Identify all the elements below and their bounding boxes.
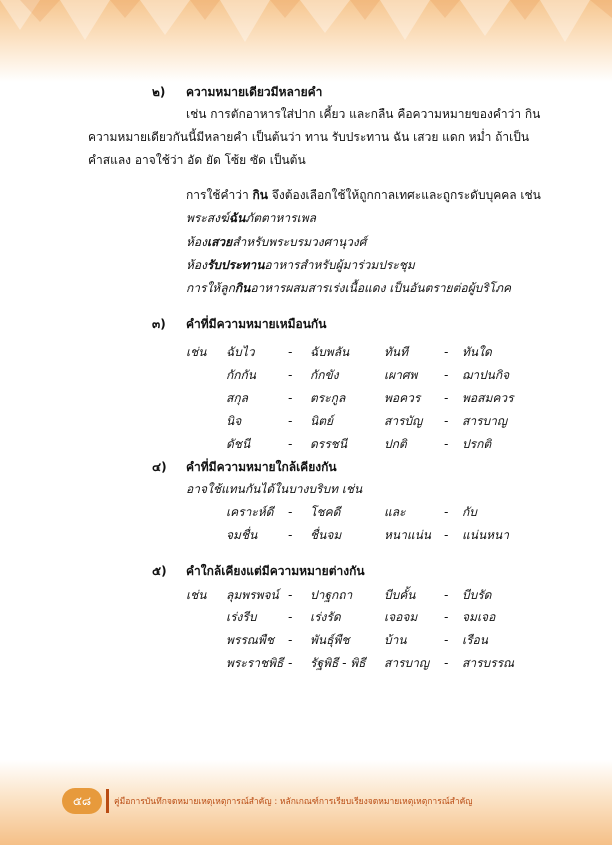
dash-cell: - [444,528,449,542]
word-cell: ชื่นจม [310,528,342,542]
word-cell: และ [384,505,406,519]
lead-word: เช่น [186,588,207,602]
example-sentence [186,257,415,273]
word-cell: สารบรรณ [462,656,515,670]
word-cell: ฌาปนกิจ [462,368,510,382]
word-cell: ทันใด [462,345,492,359]
word-cell: บีบรัด [462,588,492,602]
dash-cell: - [288,391,293,405]
section-heading: คำที่มีความหมายเหมือนกัน [186,317,327,331]
word-cell: ปาฐกถา [310,588,353,602]
dash-cell: - [444,414,449,428]
word-cell: กับ [462,505,477,519]
section-heading: คำที่มีความหมายใกล้เคียงกัน [186,460,337,474]
word-cell: สารบาญ [384,656,430,670]
word-cell: นิตย์ [310,414,334,428]
usage-prefix: การใช้คำว่า [186,188,253,202]
header-decoration [0,0,612,82]
word-cell: ตระกูล [310,391,346,405]
lead-line: อาจใช้แทนกันได้ในบางบริบท เช่น [186,482,363,496]
dash-cell: - [288,437,293,451]
example-part: การให้ลูก [186,281,235,295]
dash-cell: - [444,588,449,602]
dash-cell: - [444,345,449,359]
dash-cell: - [288,368,293,382]
example-part: ภัตตาหารเพล [245,211,316,225]
dash-cell: - [288,610,293,624]
section-number: ๒) [152,85,166,99]
word-cell: เรือน [462,633,488,647]
word-cell: เผาศพ [384,368,418,382]
word-cell: เร่งรัด [310,610,341,624]
word-cell: กักกัน [226,368,256,382]
word-cell: พระราชพิธี [226,656,284,670]
example-keyword: กิน [234,281,251,295]
paragraph-line: ความหมายเดียวกันนี้มีหลายคำ เป็นต้นว่า ทาน รับประทาน ฉัน เสวย แดก หม่ำ ถ้าเป็น [88,130,530,144]
paragraph-line: คำสแลง อาจใช้ว่า อัด ยัด โซ้ย ซัด เป็นต้น [88,153,306,167]
word-cell: หนาแน่น [384,528,431,542]
dash-cell: - [288,633,293,647]
usage-suffix: จึงต้องเลือกใช้ให้ถูกกาลเทศะและถูกระดับบุคคล เช่น [267,188,541,202]
dash-cell: - [444,368,449,382]
example-sentence [186,210,316,226]
word-cell: ปกติ [384,437,407,451]
example-sentence [186,280,511,296]
dash-cell: - [444,391,449,405]
dash-cell: - [444,437,449,451]
dash-cell: - [444,505,449,519]
dash-cell: - [288,345,293,359]
word-cell: ปรกติ [462,437,492,451]
footer-divider [106,789,109,813]
word-cell: ดัชนี [226,437,251,451]
example-part: ห้อง [186,235,207,249]
word-cell: ทันที [384,345,409,359]
example-part: ห้อง [186,258,207,272]
word-cell: เคราะห์ดี [226,505,274,519]
word-cell: จมชื่น [226,528,258,542]
word-cell: สารบัญ [384,414,423,428]
usage-line [186,187,541,203]
word-cell: แน่นหนา [462,528,509,542]
example-part: อาหารสำหรับผู้มาร่วมประชุม [264,258,415,272]
example-part: อาหารผสมสารเร่งเนื้อแดง เป็นอันตรายต่อผู้บริโภค [250,281,512,295]
word-cell: ฉับไว [226,345,255,359]
dash-cell: - [288,505,293,519]
paragraph-line: เช่น การตักอาหารใส่ปาก เคี้ยว และกลืน คือความหมายของคำว่า กิน [186,107,541,121]
section-number: ๓) [152,317,166,331]
dash-cell: - [444,656,449,670]
word-cell: บีบคั้น [384,588,416,602]
dash-cell: - [444,610,449,624]
word-cell: พอควร [384,391,421,405]
example-part: พระสงฆ์ [186,211,229,225]
example-keyword: ฉัน [228,211,246,225]
usage-keyword: กิน [252,188,268,202]
word-cell: ลุมพรพจน์ [226,588,279,602]
word-cell: ดรรชนี [310,437,348,451]
word-cell: จมเจอ [462,610,496,624]
word-cell: เร่งรีบ [226,610,257,624]
section-heading: คำใกล้เคียงแต่มีความหมายต่างกัน [186,564,365,578]
example-sentence [186,234,366,250]
dash-cell: - [288,656,293,670]
section-heading: ความหมายเดียวมีหลายคำ [186,85,323,99]
section-number: ๔) [152,460,167,474]
dash-cell: - [288,588,293,602]
word-cell: ฉับพลัน [310,345,350,359]
page-number: ๕๘ [62,788,102,814]
example-keyword: รับประทาน [206,258,265,272]
lead-word: เช่น [186,345,207,359]
dash-cell: - [288,528,293,542]
word-cell: สกุล [226,391,248,405]
word-cell: พอสมควร [462,391,514,405]
word-cell: เจอจม [384,610,418,624]
word-cell: รัฐพิธี - พิธี [310,656,366,670]
word-cell: พรรณพืช [226,633,274,647]
word-cell: สารบาญ [462,414,508,428]
word-cell: พันธุ์พืช [310,633,350,647]
dash-cell: - [444,633,449,647]
example-keyword: เสวย [206,235,233,249]
word-cell: นิจ [226,414,242,428]
example-part: สำหรับพระบรมวงศานุวงศ์ [232,235,367,249]
footer-title: คู่มือการบันทึกจดหมายเหตุเหตุการณ์สำคัญ : หลักเกณฑ์การเรียบเรียงจดหมายเหตุเหตุการณ์สำคัญ [114,797,473,807]
word-cell: บ้าน [384,633,407,647]
section-number: ๕) [152,564,167,578]
dash-cell: - [288,414,293,428]
word-cell: โชคดี [310,505,341,519]
word-cell: กักขัง [310,368,339,382]
